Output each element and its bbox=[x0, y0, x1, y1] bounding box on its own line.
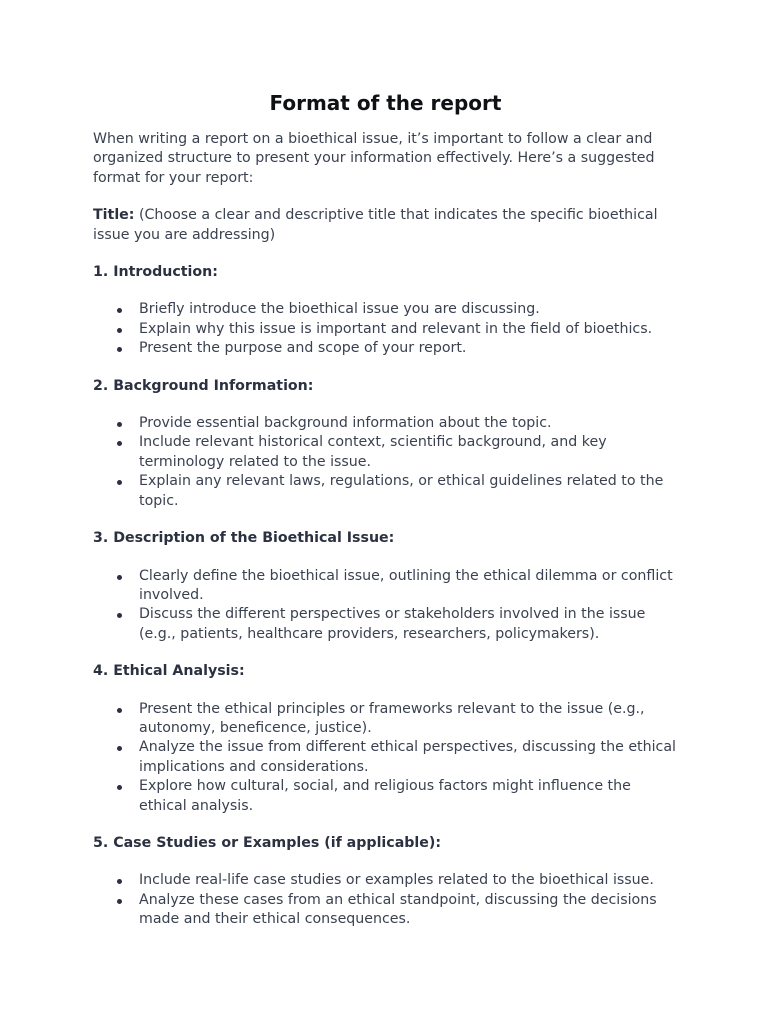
document-title: Format of the report bbox=[269, 91, 502, 115]
section-ethical-analysis bbox=[93, 662, 678, 816]
section-introduction bbox=[93, 263, 678, 359]
section-heading: 5. Case Studies or Examples (if applicable): bbox=[93, 834, 442, 851]
list-item: Explore how cultural, social, and religious factors might influence the ethical analysis. bbox=[93, 777, 678, 816]
list-item: Include real-life case studies or examples related to the bioethical issue. bbox=[93, 871, 678, 890]
list-item: Analyze the issue from different ethical perspectives, discussing the ethical implications and considerations. bbox=[93, 738, 678, 777]
list-item: Present the ethical principles or frameworks relevant to the issue (e.g., autonomy, beneficence, justice). bbox=[93, 700, 678, 739]
list-item: Provide essential background information about the topic. bbox=[93, 414, 678, 433]
list-item: Explain any relevant laws, regulations, or ethical guidelines related to the topic. bbox=[93, 472, 678, 511]
list-item: Clearly define the bioethical issue, outlining the ethical dilemma or conflict involved. bbox=[93, 567, 678, 606]
section-case-studies bbox=[93, 834, 678, 930]
section-heading: 3. Description of the Bioethical Issue: bbox=[93, 530, 395, 547]
section-heading: 4. Ethical Analysis: bbox=[93, 663, 245, 680]
title-description: (Choose a clear and descriptive title that indicates the specific bioethical issue you are addressing) bbox=[93, 207, 658, 243]
bullet-list bbox=[93, 300, 678, 358]
list-item: Present the purpose and scope of your report. bbox=[93, 339, 678, 358]
section-heading: 1. Introduction: bbox=[93, 264, 218, 281]
section-description-of-issue bbox=[93, 529, 678, 644]
bullet-list bbox=[93, 700, 678, 816]
list-item: Explain why this issue is important and relevant in the field of bioethics. bbox=[93, 320, 678, 339]
intro-paragraph: When writing a report on a bioethical issue, it’s important to follow a clear and organized structure to present your information effectively. Here’s a suggested format for your report: bbox=[93, 131, 655, 186]
bullet-list bbox=[93, 567, 678, 645]
list-item: Briefly introduce the bioethical issue you are discussing. bbox=[93, 300, 678, 319]
bullet-list bbox=[93, 414, 678, 511]
list-item: Analyze these cases from an ethical standpoint, discussing the decisions made and their ethical consequences. bbox=[93, 891, 678, 930]
title-guidance-paragraph bbox=[93, 206, 678, 245]
document-page bbox=[93, 88, 678, 948]
section-heading: 2. Background Information: bbox=[93, 377, 314, 394]
list-item: Discuss the different perspectives or stakeholders involved in the issue (e.g., patients, healthcare providers, researchers, policymakers). bbox=[93, 605, 678, 644]
bullet-list bbox=[93, 871, 678, 929]
title-label: Title: bbox=[93, 207, 135, 224]
section-background-information bbox=[93, 377, 678, 511]
list-item: Include relevant historical context, scientific background, and key terminology related to the issue. bbox=[93, 433, 678, 472]
